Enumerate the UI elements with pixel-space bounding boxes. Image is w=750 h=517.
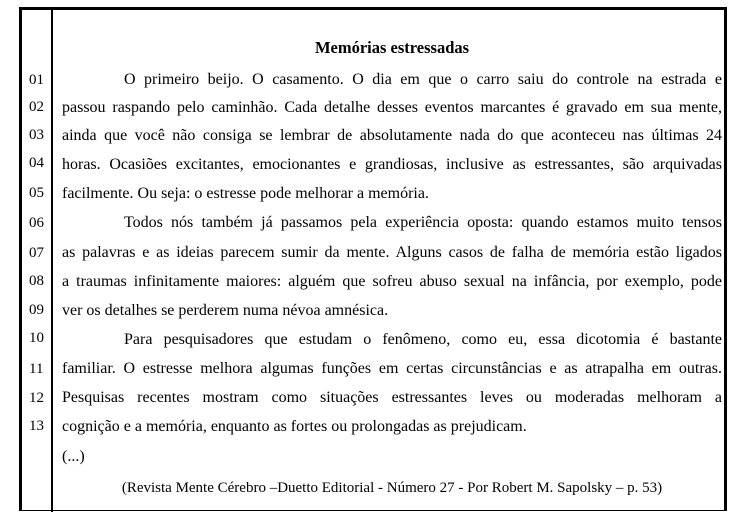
ellipsis: (...) (62, 448, 85, 465)
line-number: 01 (29, 72, 44, 88)
line-number: 07 (29, 245, 44, 261)
text-line: as palavras e as ideias parecem sumir da mente. Alguns casos de falha de memória estão ligados (62, 244, 722, 261)
text-line: passou raspando pelo caminhão. Cada detalhe desses eventos marcantes é gravado em sua mente, (62, 99, 722, 116)
source-citation: (Revista Mente Cérebro –Duetto Editorial - Número 27 - Por Robert M. Sapolsky – p. 53) (121, 480, 663, 496)
line-number: 05 (29, 185, 44, 201)
text-line: Pesquisas recentes mostram como situações estressantes leves ou moderadas melhoram a (62, 389, 722, 406)
text-line: cognição e a memória, enquanto as fortes ou prolongadas as prejudicam. (62, 418, 527, 435)
text-line: Todos nós também já passamos pela experiência oposta: quando estamos muito tensos (124, 214, 722, 231)
line-number: 02 (29, 99, 44, 115)
line-number: 08 (29, 273, 44, 289)
line-number-divider (51, 7, 53, 512)
text-line: ainda que você não consiga se lembrar de absolutamente nada do que aconteceu nas últimas 24 (62, 127, 722, 144)
text-line: Para pesquisadores que estudam o fenômeno, como eu, essa dicotomia é bastante (124, 331, 722, 348)
text-line: a traumas infinitamente maiores: alguém que sofreu abuso sexual na infância, por exemplo, pode (62, 273, 722, 290)
line-number: 10 (29, 330, 44, 346)
line-number: 04 (29, 155, 44, 171)
text-line: familiar. O estresse melhora algumas funções em certas circunstâncias e as atrapalha em outras. (62, 360, 722, 377)
text-line: horas. Ocasiões excitantes, emocionantes e grandiosas, inclusive as estressantes, são arquivadas (62, 156, 722, 173)
article-title: Memórias estressadas (314, 38, 470, 57)
text-line: O primeiro beijo. O casamento. O dia em que o carro saiu do controle na estrada e (124, 71, 722, 88)
line-number: 13 (29, 418, 44, 434)
text-line: facilmente. Ou seja: o estresse pode melhorar a memória. (62, 185, 429, 202)
line-number: 06 (29, 215, 44, 231)
text-line: ver os detalhes se perderem numa névoa amnésica. (62, 302, 389, 319)
line-number: 11 (29, 361, 44, 377)
line-number: 09 (29, 302, 44, 318)
line-number: 03 (29, 127, 44, 143)
line-number: 12 (29, 390, 44, 406)
